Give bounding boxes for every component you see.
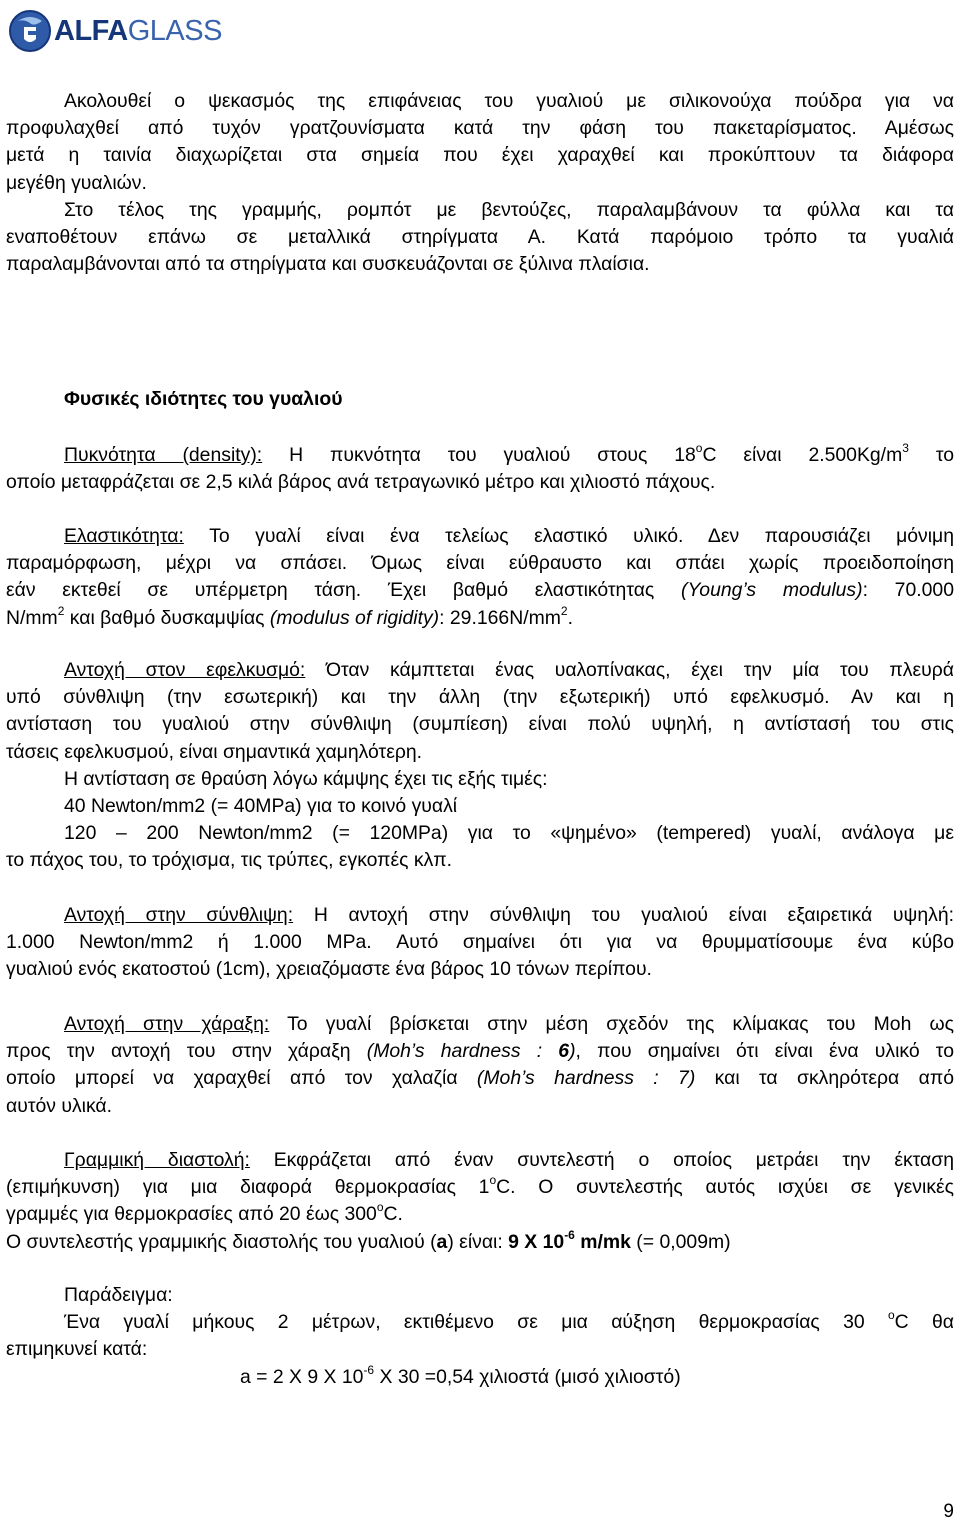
example-label: Παράδειγμα: — [64, 1284, 173, 1306]
section-heading: Φυσικές ιδιότητες του γυαλιού — [64, 388, 343, 410]
alfaglass-logo — [8, 8, 222, 54]
expansion-label: Γραμμική διαστολή: — [64, 1149, 250, 1171]
example-paragraph: Παράδειγμα: Ένα γυαλί μήκους 2 μέτρων, εκτιθέμενο σε μια αύξηση θερμοκρασίας 30 $^o$C θα επιμηκυνεί κατά: a = 2 X 9 X $10^{-6}$ X 30 =0,54 χιλιοστά (μισό χιλιοστό) — [6, 1284, 954, 1388]
page-number: 9 — [943, 1501, 954, 1522]
expansion-paragraph: Γραμμική διαστολή: Εκφράζεται από έναν συντελεστή ο οποίος μετράει την έκταση (επιμήκυνση) για μια διαφορά θερμοκρασίας $1^oC$. Ο συντελεστής αυτός ισχύει σε γενικές γραμμές για θερμοκρασίες από 20 έως $300^oC$. Ο συντελεστής γραμμικής διαστολής του γυαλιού (a) είναι: 9 X $10^{-6}$ m/mk (= 0,009m) — [6, 1149, 955, 1253]
density-label: Πυκνότητα (density): — [64, 444, 263, 466]
intro-paragraph-2: Στο τέλος της γραμμής, ρομπότ με βεντούζες, παραλαμβάνουν τα φύλλα και τα εναποθέτουν επάνω σε μεταλλικά στηρίγματα Α. Κατά παρόμοιο τρόπο τα γυαλιά παραλαμβάνονται από τα στηρίγματα και συσκευάζονται σε ξύλινα πλαίσια. — [6, 199, 954, 276]
scratch-paragraph: Αντοχή στην χάραξη: Το γυαλί βρίσκεται στην μέση σχεδόν της κλίμακας του Moh ως προς την αντοχή του στην χάραξη (Moh’s hardness : 6), που σημαίνει ότι είναι ένα υλικό το οποίο μπορεί να χαραχθεί από τον χαλαζία (Moh’s hardness : 7) και τα σκληρότερα από αυτόν υλικά. — [6, 1013, 954, 1117]
elasticity-paragraph: Ελαστικότητα: Το γυαλί είναι ένα τελείως ελαστικό υλικό. Δεν παρουσιάζει μόνιμη παραμόρφωση, μέχρι να σπάσει. Όμως είναι εύθραυστο και σπάει χωρίς προειδοποίηση εάν εκτεθεί σε υπέρμετρη τάση. Έχει βαθμό ελαστικότητας (Young’s modulus): 70.000 $N/mm^2$ και βαθμό δυσκαμψίας (modulus of rigidity): $29.166N/mm^2$. — [6, 525, 954, 629]
scratch-label: Αντοχή στην χάραξη: — [64, 1013, 270, 1035]
logo-globe-icon — [8, 9, 52, 53]
intro-paragraph-1: Ακολουθεί ο ψεκασμός της επιφάνειας του γυαλιού με σιλικονούχα πούδρα για να προφυλαχθεί από τυχόν γρατζουνίσματα κατά την φάση του πακεταρίσματος. Αμέσως μετά η ταινία διαχωρίζεται στα σημεία που έχει χαραχθεί και προκύπτουν τα διάφορα μεγέθη γυαλιών. — [6, 90, 954, 194]
compression-label: Αντοχή στην σύνθλιψη: — [64, 904, 294, 926]
tensile-paragraph: Αντοχή στον εφελκυσμό: Όταν κάμπτεται ένας υαλοπίνακας, έχει την μία του πλευρά υπό σύνθλιψη (την εσωτερική) και την άλλη (την εξωτερική) υπό εφελκυσμό. Αν και η αντίσταση του γυαλιού στην σύνθλιψη (συμπίεση) είναι πολύ υψηλή, η αντίστασή του στις τάσεις εφελκυσμού, είναι σημαντικά χαμηλότερη. Η αντίσταση σε θραύση λόγω κάμψης έχει τις εξής τιμές: 40 Newton/mm2 (= 40MPa) για το κοινό γυαλί 120 – 200 Newton/mm2 (= 120MPa) για το «ψημένο» (tempered) γυαλί, ανάλογα με το πάχος του, το τρόχισμα, τις τρύπες, εγκοπές κλπ. — [6, 659, 954, 872]
density-paragraph: Πυκνότητα (density): Η πυκνότητα του γυαλιού στους $18^oC$ είναι $2.500Kg/m^3$ το οποίο μεταφράζεται σε 2,5 κιλά βάρος ανά τετραγωνικό μέτρο και χιλιοστό πάχους. — [6, 441, 954, 494]
compression-paragraph: Αντοχή στην σύνθλιψη: Η αντοχή στην σύνθλιψη του γυαλιού είναι εξαιρετικά υψηλή: 1.000 Newton/mm2 ή 1.000 MPa. Αυτό σημαίνει ότι για να θρυμματίσουμε ένα κύβο γυαλιού ενός εκατοστού (1cm), χρειαζόμαστε ένα βάρος 10 τόνων περίπου. — [6, 904, 954, 981]
tensile-label: Αντοχή στον εφελκυσμό: — [64, 659, 306, 681]
elasticity-label: Ελαστικότητα: — [64, 525, 184, 547]
logo-text: ALFAGLASS — [54, 14, 222, 47]
